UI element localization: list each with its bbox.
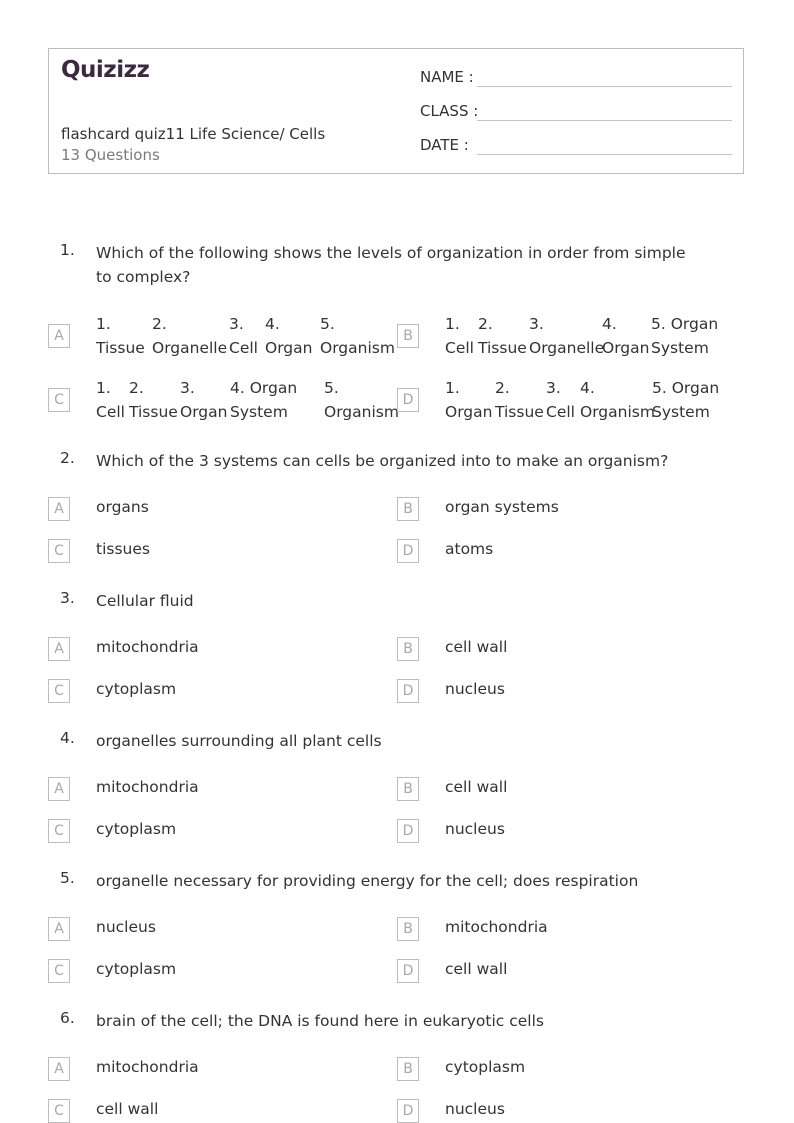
option-text: 1. Cell 2. Tissue 3. Organelle 4. Organ 5. Organ System [445, 315, 719, 357]
quizizz-logo: Quizizz [61, 57, 150, 83]
question-text: Which of the 3 systems can cells be organized into to make an organism? [96, 452, 669, 470]
q2-option-c-text[interactable]: tissues [96, 540, 150, 558]
q3-option-d-letter[interactable]: D [397, 679, 419, 703]
option-letter: C [48, 388, 70, 412]
q4-option-b-letter[interactable]: B [397, 777, 419, 801]
q6-option-d-letter[interactable]: D [397, 1099, 419, 1123]
q3-option-a-letter[interactable]: A [48, 637, 70, 661]
q3-option-c-text[interactable]: cytoplasm [96, 680, 177, 698]
q4-option-d-text[interactable]: nucleus [445, 820, 505, 838]
question-count: 13 Questions [61, 146, 160, 164]
q5-option-b-text[interactable]: mitochondria [445, 918, 548, 936]
q4-option-d-letter[interactable]: D [397, 819, 419, 843]
option-text: 1. Organ 2. Tissue 3. Cell 4. Organism 5. Organ System [445, 379, 720, 421]
option-letter: B [397, 324, 419, 348]
q4-option-a-text[interactable]: mitochondria [96, 778, 199, 796]
question-number: 2. [60, 449, 75, 467]
worksheet-header [48, 48, 744, 174]
q2-option-d-text[interactable]: atoms [445, 540, 494, 558]
q5-option-a-letter[interactable]: A [48, 917, 70, 941]
q6-option-b-text[interactable]: cytoplasm [445, 1058, 526, 1076]
worksheet-title: flashcard quiz11 Life Science/ Cells [61, 125, 326, 143]
q6-option-c-text[interactable]: cell wall [96, 1100, 159, 1118]
q4-option-a-letter[interactable]: A [48, 777, 70, 801]
q3-option-a-text[interactable]: mitochondria [96, 638, 199, 656]
class-line[interactable] [477, 120, 732, 121]
q6-option-a-letter[interactable]: A [48, 1057, 70, 1081]
q2-option-a-text[interactable]: organs [96, 498, 149, 516]
question-number: 4. [60, 729, 75, 747]
q4-option-b-text[interactable]: cell wall [445, 778, 508, 796]
q6-option-a-text[interactable]: mitochondria [96, 1058, 199, 1076]
name-line[interactable] [477, 86, 732, 87]
question-text: brain of the cell; the DNA is found here in eukaryotic cells [96, 1012, 544, 1030]
q3-option-c-letter[interactable]: C [48, 679, 70, 703]
q2-option-c-letter[interactable]: C [48, 539, 70, 563]
date-label: DATE : [420, 136, 469, 154]
question-number: 6. [60, 1009, 75, 1027]
q3-option-d-text[interactable]: nucleus [445, 680, 505, 698]
q5-option-a-text[interactable]: nucleus [96, 918, 156, 936]
q5-option-b-letter[interactable]: B [397, 917, 419, 941]
class-field[interactable] [420, 102, 478, 120]
q5-option-d-letter[interactable]: D [397, 959, 419, 983]
name-label: NAME : [420, 68, 474, 86]
question-text: organelle necessary for providing energy for the cell; does respiration [96, 872, 639, 890]
class-label: CLASS : [420, 102, 479, 120]
q2-option-a-letter[interactable]: A [48, 497, 70, 521]
name-field[interactable] [420, 68, 474, 86]
option-letter: D [397, 388, 419, 412]
question-text: Which of the following shows the levels of organization in order from simple to complex? [96, 244, 686, 286]
q4-option-c-letter[interactable]: C [48, 819, 70, 843]
question-text: Cellular fluid [96, 592, 194, 610]
date-line[interactable] [477, 154, 732, 155]
question-number: 5. [60, 869, 75, 887]
q2-option-b-text[interactable]: organ systems [445, 498, 559, 516]
q5-option-d-text[interactable]: cell wall [445, 960, 508, 978]
q3-option-b-text[interactable]: cell wall [445, 638, 508, 656]
q6-option-c-letter[interactable]: C [48, 1099, 70, 1123]
q5-option-c-letter[interactable]: C [48, 959, 70, 983]
option-letter: A [48, 324, 70, 348]
date-field[interactable] [420, 136, 469, 154]
q4-option-c-text[interactable]: cytoplasm [96, 820, 177, 838]
q6-option-d-text[interactable]: nucleus [445, 1100, 505, 1118]
q6-option-b-letter[interactable]: B [397, 1057, 419, 1081]
option-text: 1. Cell 2. Tissue 3. Organ 4. Organ System 5. Organism [96, 379, 399, 421]
question-text: organelles surrounding all plant cells [96, 732, 382, 750]
q5-option-c-text[interactable]: cytoplasm [96, 960, 177, 978]
option-text: 1. Tissue 2. Organelle 3. Cell 4. Organ 5. Organism [96, 315, 395, 357]
question-number: 1. [60, 241, 75, 259]
q3-option-b-letter[interactable]: B [397, 637, 419, 661]
q2-option-d-letter[interactable]: D [397, 539, 419, 563]
question-number: 3. [60, 589, 75, 607]
q2-option-b-letter[interactable]: B [397, 497, 419, 521]
